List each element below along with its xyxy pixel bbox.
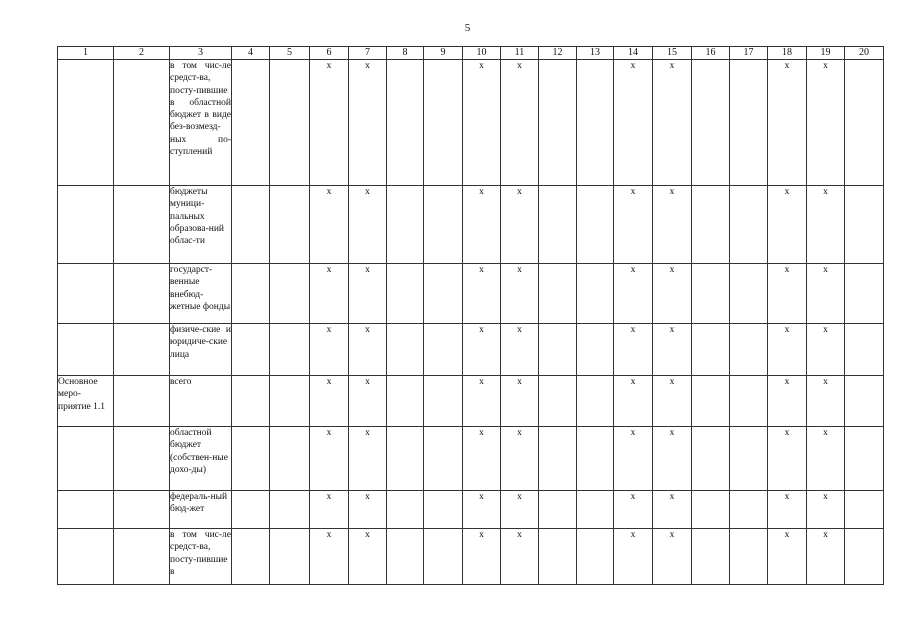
empty-cell [270, 186, 310, 264]
x-mark-cell: x [349, 324, 387, 376]
empty-cell [577, 60, 614, 186]
x-mark-cell: x [807, 491, 845, 529]
x-mark-cell: x [310, 60, 349, 186]
empty-cell [692, 264, 730, 324]
x-mark-cell: x [310, 529, 349, 585]
measure-cell [58, 186, 114, 264]
funding-source-cell: бюджеты муници-пальных образова-ний облас-ти [170, 186, 232, 264]
table-row [58, 491, 884, 529]
measure-cell [58, 491, 114, 529]
column-header-11: 11 [501, 47, 539, 60]
empty-cell [730, 491, 768, 529]
funding-source-cell: всего [170, 376, 232, 427]
x-mark-cell: x [653, 427, 692, 491]
x-mark-cell: x [349, 186, 387, 264]
x-mark-cell: x [463, 427, 501, 491]
table-row [58, 60, 884, 186]
empty-cell [730, 264, 768, 324]
x-mark-cell: x [807, 376, 845, 427]
empty-cell [539, 186, 577, 264]
x-mark-cell: x [768, 60, 807, 186]
empty-cell [270, 491, 310, 529]
x-mark-cell: x [653, 264, 692, 324]
measure-cell [58, 324, 114, 376]
table-row [58, 186, 884, 264]
x-mark-cell: x [310, 324, 349, 376]
x-mark-cell: x [653, 376, 692, 427]
x-mark-cell: x [768, 376, 807, 427]
x-mark-cell: x [653, 186, 692, 264]
x-mark-cell: x [349, 427, 387, 491]
x-mark-cell: x [310, 427, 349, 491]
x-mark-cell: x [463, 60, 501, 186]
x-mark-cell: x [501, 324, 539, 376]
x-mark-cell: x [807, 60, 845, 186]
column-header-12: 12 [539, 47, 577, 60]
empty-cell [387, 427, 424, 491]
table-body [58, 60, 884, 585]
empty-cell [730, 427, 768, 491]
funding-source-cell: в том чис-ле средст-ва, посту-пившие в [170, 529, 232, 585]
empty-cell [845, 427, 884, 491]
empty-cell [730, 186, 768, 264]
empty-cell [270, 264, 310, 324]
empty-cell [387, 60, 424, 186]
x-mark-cell: x [614, 60, 653, 186]
x-mark-cell: x [501, 186, 539, 264]
empty-cell [232, 376, 270, 427]
empty-cell [577, 264, 614, 324]
empty-cell [387, 491, 424, 529]
empty-cell [424, 427, 463, 491]
empty-cell [577, 186, 614, 264]
x-mark-cell: x [310, 491, 349, 529]
column-header-8: 8 [387, 47, 424, 60]
empty-cell [845, 186, 884, 264]
empty-cell [692, 491, 730, 529]
empty-cell [845, 324, 884, 376]
empty-cell [577, 529, 614, 585]
x-mark-cell: x [807, 264, 845, 324]
x-mark-cell: x [463, 264, 501, 324]
measure-cell [58, 529, 114, 585]
column-header-17: 17 [730, 47, 768, 60]
empty-cell [692, 186, 730, 264]
column-header-18: 18 [768, 47, 807, 60]
column-header-5: 5 [270, 47, 310, 60]
empty-cell [424, 324, 463, 376]
x-mark-cell: x [501, 376, 539, 427]
table-row [58, 427, 884, 491]
column-header-7: 7 [349, 47, 387, 60]
empty-cell [539, 376, 577, 427]
empty-cell [232, 186, 270, 264]
x-mark-cell: x [768, 529, 807, 585]
empty-cell [232, 491, 270, 529]
x-mark-cell: x [501, 427, 539, 491]
measure-cell [58, 427, 114, 491]
measure-cell: Основное меро-приятие 1.1 [58, 376, 114, 427]
x-mark-cell: x [349, 491, 387, 529]
empty-cell [270, 324, 310, 376]
empty-cell [424, 186, 463, 264]
empty-cell [730, 60, 768, 186]
funding-source-cell: физиче-ские и юридиче-ские лица [170, 324, 232, 376]
x-mark-cell: x [614, 324, 653, 376]
empty-cell [232, 529, 270, 585]
empty-cell [387, 264, 424, 324]
measure-cell [58, 264, 114, 324]
measure-cell [58, 60, 114, 186]
empty-cell [114, 491, 170, 529]
empty-cell [692, 324, 730, 376]
x-mark-cell: x [807, 186, 845, 264]
empty-cell [232, 264, 270, 324]
column-header-6: 6 [310, 47, 349, 60]
x-mark-cell: x [768, 186, 807, 264]
empty-cell [232, 324, 270, 376]
header-row [58, 47, 884, 60]
x-mark-cell: x [614, 529, 653, 585]
empty-cell [845, 376, 884, 427]
x-mark-cell: x [653, 60, 692, 186]
empty-cell [845, 264, 884, 324]
x-mark-cell: x [807, 324, 845, 376]
column-header-16: 16 [692, 47, 730, 60]
empty-cell [845, 529, 884, 585]
empty-cell [387, 324, 424, 376]
column-header-15: 15 [653, 47, 692, 60]
x-mark-cell: x [349, 529, 387, 585]
column-header-20: 20 [845, 47, 884, 60]
column-header-13: 13 [577, 47, 614, 60]
x-mark-cell: x [501, 491, 539, 529]
x-mark-cell: x [501, 529, 539, 585]
empty-cell [577, 427, 614, 491]
empty-cell [232, 60, 270, 186]
empty-cell [387, 529, 424, 585]
x-mark-cell: x [310, 264, 349, 324]
page-number: 5 [464, 22, 471, 34]
empty-cell [270, 376, 310, 427]
funding-source-cell: федераль-ный бюд-жет [170, 491, 232, 529]
empty-cell [232, 427, 270, 491]
empty-cell [270, 529, 310, 585]
table-row [58, 376, 884, 427]
empty-cell [539, 529, 577, 585]
x-mark-cell: x [807, 427, 845, 491]
empty-cell [114, 264, 170, 324]
x-mark-cell: x [807, 529, 845, 585]
empty-cell [845, 491, 884, 529]
funding-source-cell: областной бюджет (собствен-ные дохо-ды) [170, 427, 232, 491]
x-mark-cell: x [501, 264, 539, 324]
empty-cell [114, 60, 170, 186]
empty-cell [730, 529, 768, 585]
table-row [58, 529, 884, 585]
empty-cell [387, 376, 424, 427]
empty-cell [424, 529, 463, 585]
x-mark-cell: x [310, 186, 349, 264]
x-mark-cell: x [614, 376, 653, 427]
empty-cell [692, 427, 730, 491]
funding-source-cell: государст-венные внебюд-жетные фонды [170, 264, 232, 324]
budget-table [57, 46, 884, 585]
column-header-10: 10 [463, 47, 501, 60]
x-mark-cell: x [501, 60, 539, 186]
column-header-4: 4 [232, 47, 270, 60]
x-mark-cell: x [614, 427, 653, 491]
empty-cell [577, 491, 614, 529]
empty-cell [114, 529, 170, 585]
empty-cell [424, 60, 463, 186]
column-header-2: 2 [114, 47, 170, 60]
x-mark-cell: x [463, 376, 501, 427]
empty-cell [114, 324, 170, 376]
x-mark-cell: x [768, 491, 807, 529]
table-row [58, 324, 884, 376]
x-mark-cell: x [768, 324, 807, 376]
empty-cell [730, 376, 768, 427]
empty-cell [539, 427, 577, 491]
column-header-14: 14 [614, 47, 653, 60]
empty-cell [577, 376, 614, 427]
empty-cell [424, 491, 463, 529]
empty-cell [539, 324, 577, 376]
x-mark-cell: x [653, 491, 692, 529]
empty-cell [114, 186, 170, 264]
empty-cell [424, 264, 463, 324]
x-mark-cell: x [349, 60, 387, 186]
x-mark-cell: x [349, 376, 387, 427]
empty-cell [692, 529, 730, 585]
empty-cell [114, 427, 170, 491]
empty-cell [270, 60, 310, 186]
empty-cell [577, 324, 614, 376]
x-mark-cell: x [768, 427, 807, 491]
x-mark-cell: x [614, 491, 653, 529]
x-mark-cell: x [349, 264, 387, 324]
x-mark-cell: x [463, 324, 501, 376]
column-header-1: 1 [58, 47, 114, 60]
column-header-3: 3 [170, 47, 232, 60]
empty-cell [114, 376, 170, 427]
x-mark-cell: x [463, 186, 501, 264]
funding-source-cell: в том чис-ле средст-ва, посту-пившие в областной бюджет в виде без-возмезд-ных по-ступлений [170, 60, 232, 186]
empty-cell [387, 186, 424, 264]
empty-cell [424, 376, 463, 427]
column-header-19: 19 [807, 47, 845, 60]
x-mark-cell: x [614, 264, 653, 324]
x-mark-cell: x [310, 376, 349, 427]
empty-cell [730, 324, 768, 376]
x-mark-cell: x [768, 264, 807, 324]
empty-cell [692, 376, 730, 427]
x-mark-cell: x [614, 186, 653, 264]
x-mark-cell: x [463, 491, 501, 529]
empty-cell [539, 264, 577, 324]
x-mark-cell: x [653, 529, 692, 585]
table-row [58, 264, 884, 324]
column-header-9: 9 [424, 47, 463, 60]
empty-cell [845, 60, 884, 186]
x-mark-cell: x [653, 324, 692, 376]
empty-cell [539, 491, 577, 529]
empty-cell [270, 427, 310, 491]
x-mark-cell: x [463, 529, 501, 585]
empty-cell [692, 60, 730, 186]
empty-cell [539, 60, 577, 186]
